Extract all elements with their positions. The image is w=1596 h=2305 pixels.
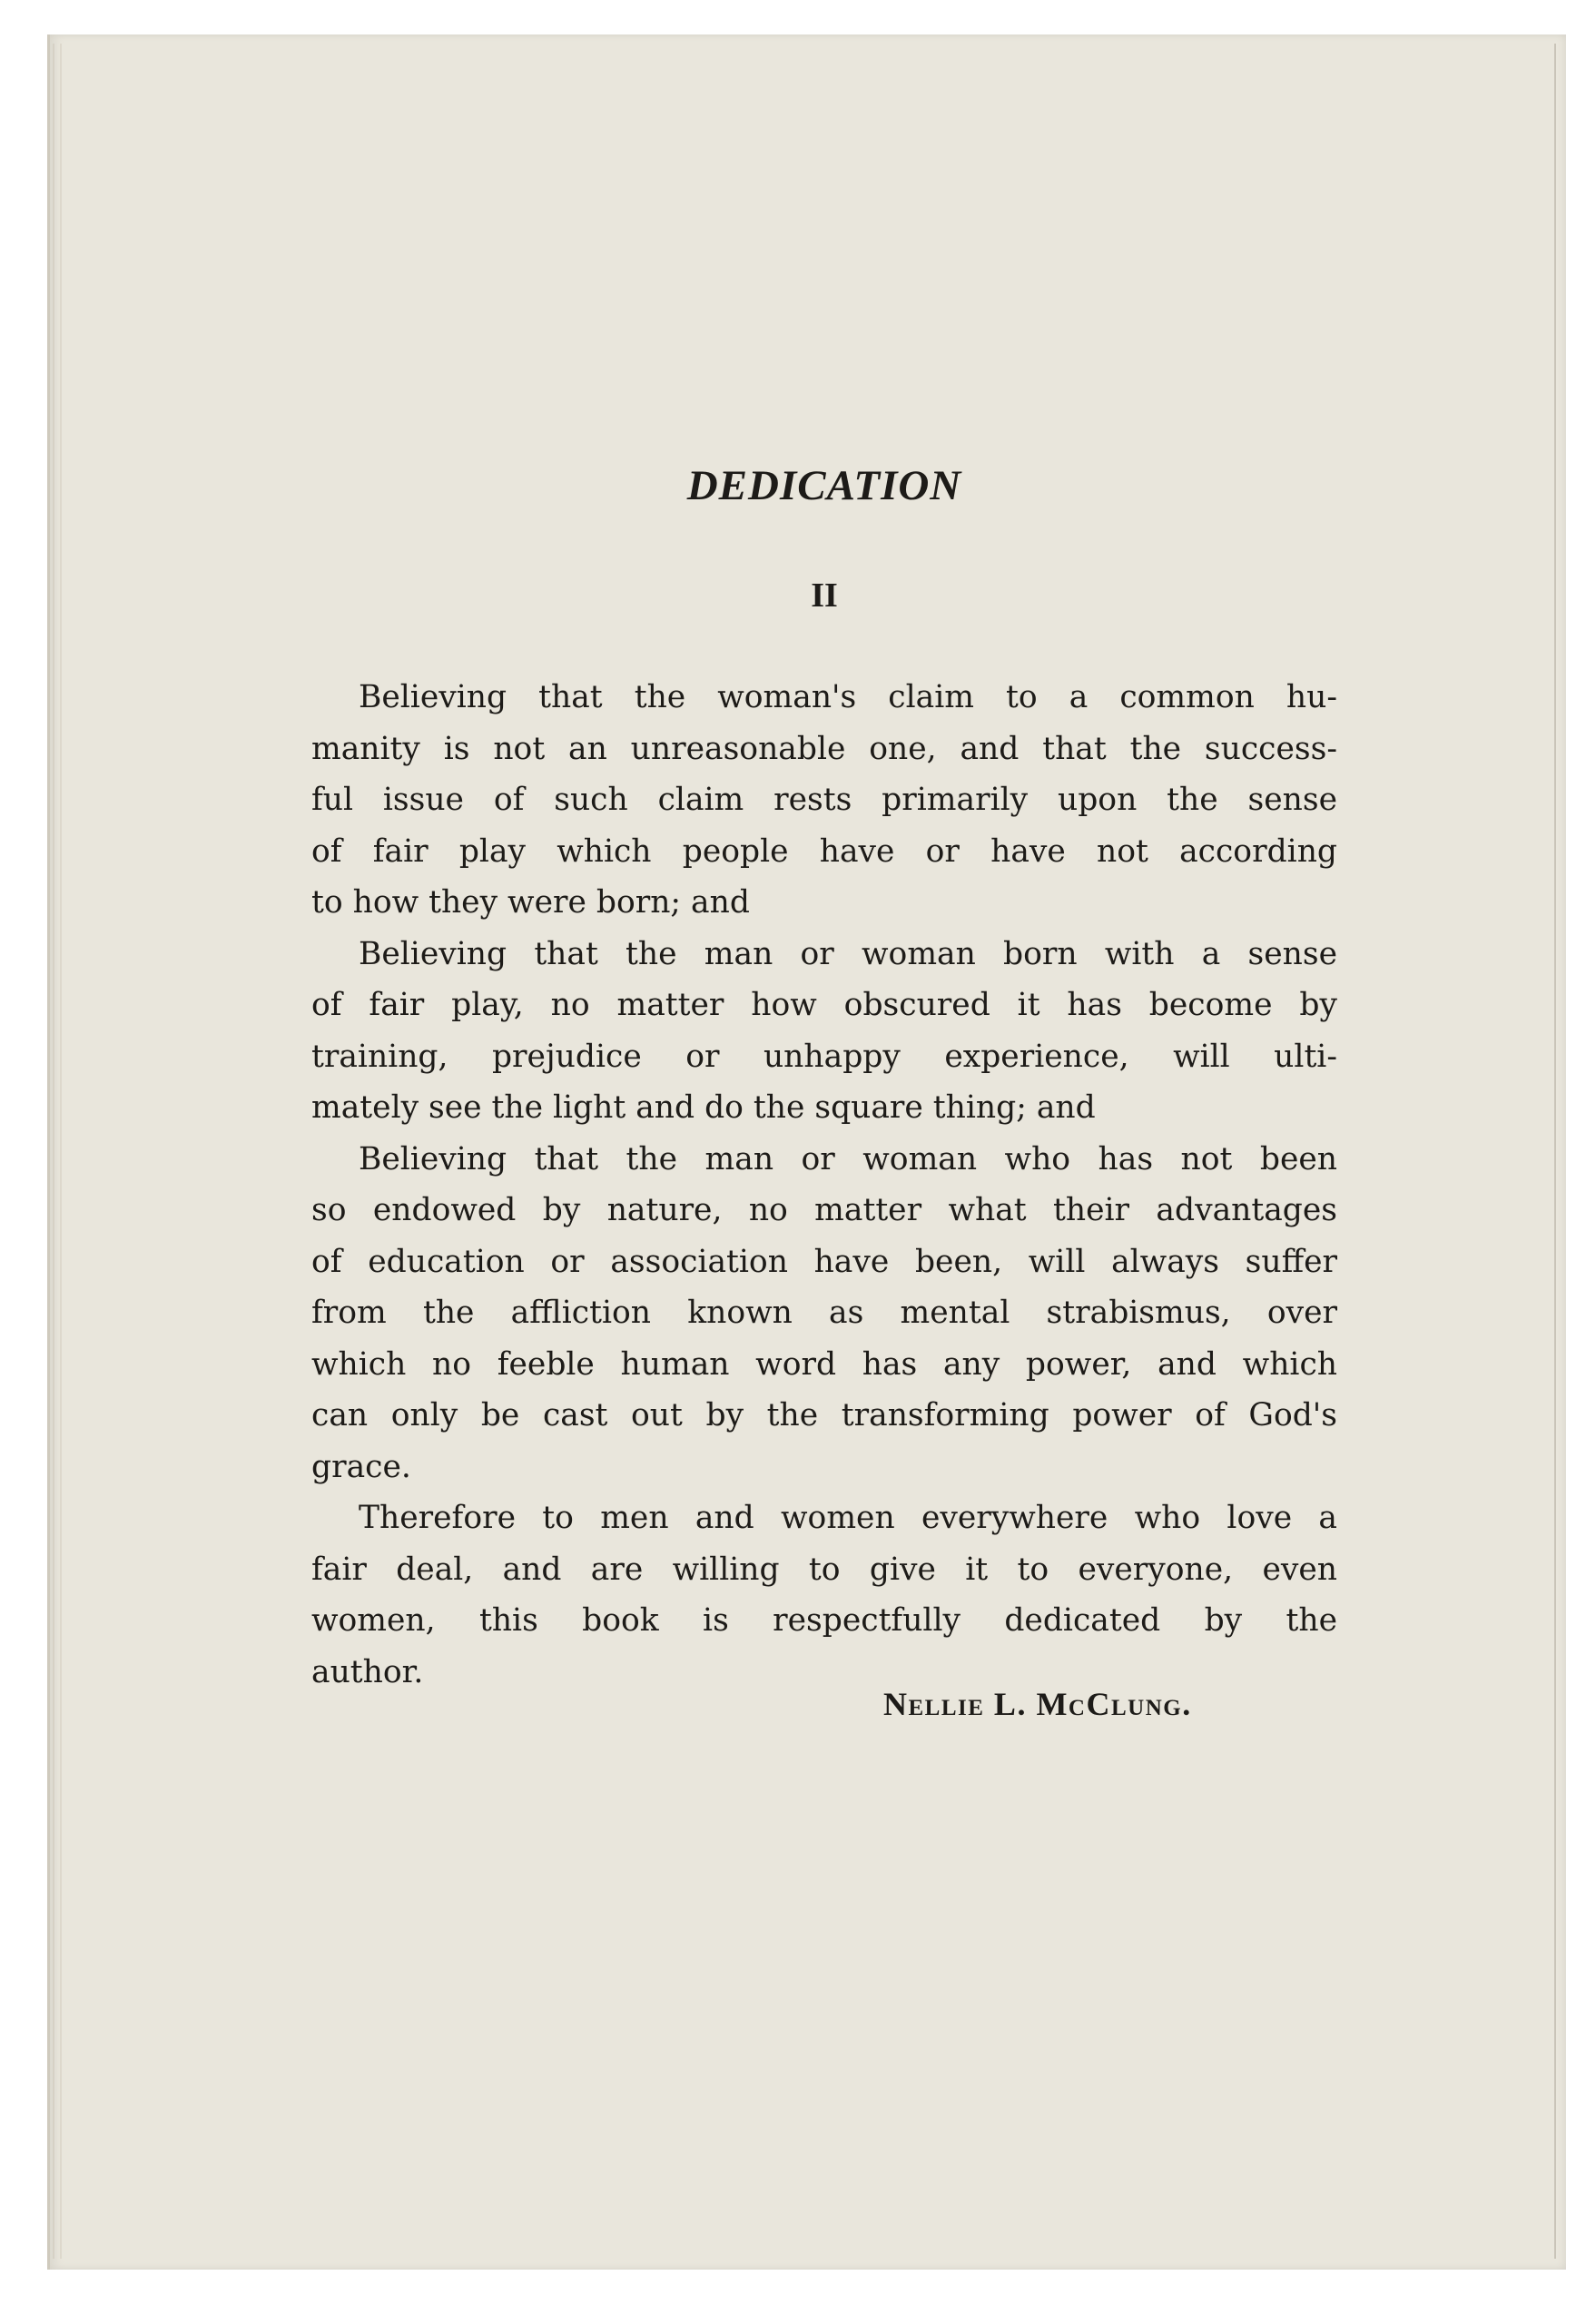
text-line: from the affliction known as mental strabismus, over <box>311 1295 1337 1331</box>
text-line: of fair play, no matter how obscured it has become by <box>311 987 1337 1023</box>
text-line: of education or association have been, will always suffer <box>311 1243 1337 1280</box>
text-line: Therefore to men and women everywhere who love a <box>359 1500 1337 1536</box>
page-edge-left <box>53 44 54 2259</box>
text-line: training, prejudice or unhappy experience, will ulti- <box>311 1038 1337 1075</box>
text-line: manity is not an unreasonable one, and that the success- <box>311 730 1337 767</box>
text-line: which no feeble human word has any power, and which <box>311 1345 1337 1383</box>
author-signature: Nellie L. McClung. <box>883 1686 1192 1722</box>
text-line: fair deal, and are willing to give it to everyone, even <box>311 1551 1337 1588</box>
dedication-body <box>311 672 1337 1698</box>
text-line: author. <box>311 1653 424 1690</box>
page-edge-right <box>1554 44 1556 2259</box>
text-line: Believing that the man or woman born with a sense <box>359 935 1337 972</box>
text-line: Believing that the woman's claim to a common hu- <box>359 679 1337 715</box>
text-line: grace. <box>311 1448 411 1485</box>
text-line: to how they were born; and <box>311 884 750 921</box>
text-line: mately see the light and do the square thing; and <box>311 1089 1096 1126</box>
text-line: so endowed by nature, no matter what their advantages <box>311 1192 1337 1228</box>
page-subtitle: II <box>811 576 838 615</box>
text-line: Believing that the man or woman who has not been <box>359 1140 1337 1177</box>
text-line: can only be cast out by the transforming power of God's <box>311 1397 1337 1433</box>
text-line: ful issue of such claim rests primarily upon the sense <box>311 782 1337 818</box>
text-line: of fair play which people have or have not according <box>311 832 1337 870</box>
text-line: women, this book is respectfully dedicated by the <box>311 1602 1337 1639</box>
page-title: DEDICATION <box>686 462 962 509</box>
page-edge-left-inner <box>60 44 62 2259</box>
